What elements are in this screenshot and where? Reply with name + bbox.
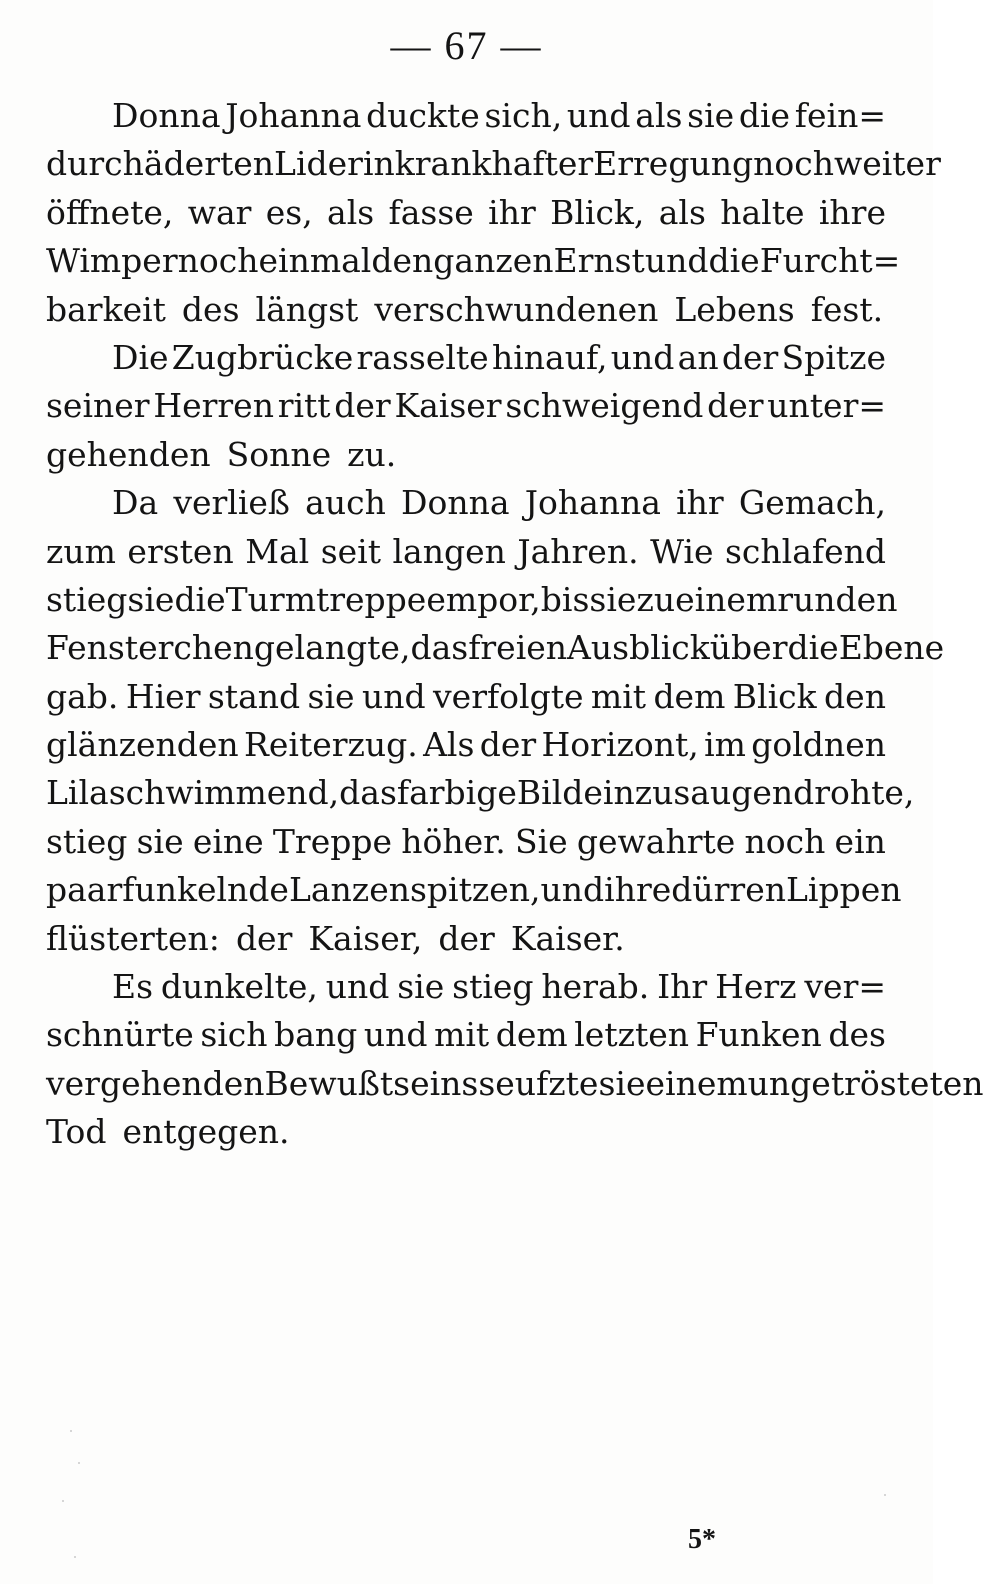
word: die	[738, 96, 791, 135]
word: Die	[112, 337, 169, 377]
word: barkeit	[46, 289, 166, 329]
word: Lebens	[674, 289, 795, 329]
word: Donna	[112, 96, 221, 135]
word: funkelnde	[122, 870, 289, 910]
text-line	[46, 1011, 886, 1059]
word: krankhafter	[394, 144, 594, 184]
word: gelangte,	[253, 628, 411, 668]
word: fasse	[388, 192, 474, 232]
word: als	[327, 192, 375, 232]
word: der	[721, 337, 779, 377]
word: die	[174, 579, 226, 619]
word: vergehenden	[46, 1063, 265, 1103]
word: zu.	[347, 434, 397, 474]
word: seit	[320, 531, 381, 571]
word: Treppe	[272, 821, 393, 861]
word: hinauf,	[491, 337, 608, 377]
word: Gemach,	[738, 483, 886, 523]
word: drohte,	[793, 773, 915, 813]
word: Als	[423, 725, 475, 765]
word: Mal	[245, 531, 310, 571]
word: einem	[675, 579, 778, 619]
word: einzusaugen	[583, 773, 794, 813]
word: und	[363, 1015, 428, 1055]
word: schlafend	[724, 531, 886, 571]
word: öffnete,	[46, 192, 174, 232]
word: es,	[265, 192, 313, 232]
word: ganzen	[433, 241, 554, 281]
word: durchäderten	[46, 144, 275, 184]
word: zum	[46, 531, 116, 571]
word: des	[181, 289, 240, 329]
word: der	[479, 725, 537, 765]
text-line	[46, 915, 886, 963]
word: Herz	[715, 967, 797, 1007]
word: der	[235, 918, 293, 958]
word: runden	[777, 579, 898, 619]
word: sich	[200, 1015, 268, 1055]
word: Kaiser.	[510, 918, 625, 958]
word: Herren	[153, 386, 274, 426]
word: Es	[112, 967, 154, 1007]
text-line	[46, 769, 915, 817]
word: herab.	[541, 967, 650, 1007]
word: goldnen	[751, 725, 886, 765]
word: rasselte	[356, 337, 489, 377]
paper-speck	[884, 1494, 886, 1496]
word: Wie	[650, 531, 714, 571]
word: sie	[127, 579, 175, 619]
word: sie	[136, 821, 184, 861]
word: dürren	[671, 870, 786, 910]
word: flüsterten:	[46, 918, 220, 958]
word: und	[361, 676, 426, 716]
word: duckte	[366, 96, 480, 135]
word: fein=	[794, 96, 886, 135]
paper-speck	[70, 1430, 72, 1432]
word: freien	[468, 628, 568, 668]
word: und	[540, 870, 605, 910]
word: bang	[274, 1015, 358, 1055]
word: Funken	[695, 1015, 822, 1055]
word: der	[707, 386, 764, 426]
word: und	[644, 241, 709, 281]
word: verließ	[173, 483, 290, 523]
text-line	[46, 382, 886, 430]
word: die	[708, 241, 760, 281]
word: Lila	[46, 773, 109, 813]
word: Erregung	[593, 144, 754, 184]
word: Sonne	[226, 434, 332, 474]
word: sie	[589, 579, 637, 619]
word: langen	[392, 531, 506, 571]
text-line	[46, 528, 886, 576]
word: dunkelte,	[160, 967, 318, 1007]
text-line	[46, 334, 886, 382]
word: ihr	[676, 483, 724, 523]
paper-speck	[78, 1462, 80, 1464]
word: Spitze	[781, 337, 886, 377]
word: den	[824, 676, 886, 716]
text-line	[46, 673, 886, 721]
word: als	[658, 192, 706, 232]
word: Johanna	[524, 483, 661, 523]
word: im	[704, 725, 746, 765]
word: stieg	[452, 967, 534, 1007]
word: Ihr	[657, 967, 708, 1007]
word: Kaiser	[394, 386, 502, 426]
word: Tod	[46, 1112, 107, 1152]
word: war	[187, 192, 252, 232]
text-line	[46, 1060, 984, 1108]
text-line	[46, 140, 941, 188]
word: Donna	[401, 483, 510, 523]
word: noch	[177, 241, 259, 281]
word: ver=	[804, 967, 886, 1007]
word: entgegen.	[122, 1112, 290, 1152]
word: mit	[434, 1015, 490, 1055]
word: sie	[598, 1063, 646, 1103]
word: schnürte	[46, 1015, 194, 1055]
word: ungetrösteten	[747, 1063, 984, 1103]
word: Lanzenspitzen,	[288, 870, 541, 910]
word: glänzenden	[46, 725, 239, 765]
text-line	[46, 721, 886, 769]
word: weiter	[833, 144, 941, 184]
word: Johanna	[225, 96, 362, 135]
word: seiner	[46, 386, 150, 426]
word: schweigend	[505, 386, 704, 426]
word: auch	[305, 483, 386, 523]
word: Kaiser,	[308, 918, 423, 958]
word: Turmtreppe	[225, 579, 427, 619]
word: Horizont,	[541, 725, 699, 765]
word: einem	[645, 1063, 748, 1103]
word: längst	[255, 289, 359, 329]
word: Fensterchen	[46, 628, 254, 668]
word: und	[566, 96, 631, 135]
word: und	[610, 337, 675, 377]
word: Da	[112, 483, 159, 523]
text-line	[46, 189, 886, 237]
word: Blick,	[550, 192, 645, 232]
paper-speck	[74, 1556, 76, 1558]
word: verfolgte	[433, 676, 584, 716]
word: sie	[307, 676, 355, 716]
signature-mark: 5*	[688, 1524, 716, 1555]
word: eine	[192, 821, 264, 861]
word: Lippen	[786, 870, 902, 910]
text-line	[46, 1108, 886, 1156]
word: die	[787, 628, 839, 668]
word: den	[371, 241, 434, 281]
word: der	[438, 918, 495, 958]
word: Sie	[514, 821, 568, 861]
word: paar	[46, 870, 123, 910]
word: über	[709, 628, 788, 668]
word: Ernst	[553, 241, 645, 281]
text-line	[46, 479, 886, 527]
word: Jahren.	[517, 531, 639, 571]
word: dem	[653, 676, 726, 716]
word: zu	[636, 579, 676, 619]
word: das	[339, 773, 397, 813]
word: noch	[744, 821, 826, 861]
word: stieg	[46, 821, 128, 861]
word: noch	[753, 144, 834, 184]
word: Hier	[125, 676, 201, 716]
word: einmal	[258, 241, 372, 281]
word: verschwundenen	[374, 289, 659, 329]
text-line	[46, 963, 886, 1011]
paper-speck	[62, 1500, 64, 1502]
word: sich,	[484, 96, 563, 135]
word: empor,	[426, 579, 541, 619]
word: ihr	[488, 192, 536, 232]
text-line	[46, 286, 886, 334]
word: letzten	[574, 1015, 690, 1055]
word: ersten	[127, 531, 234, 571]
body-text	[46, 92, 984, 1157]
word: Zugbrücke	[171, 337, 354, 377]
word: mit	[590, 676, 647, 716]
word: Bewußtseins	[264, 1063, 479, 1103]
word: dem	[495, 1015, 568, 1055]
page-number-header: — 67 —	[390, 23, 543, 68]
text-line	[46, 92, 886, 140]
text-line	[46, 866, 902, 914]
word: sie	[687, 96, 735, 135]
word: stand	[207, 676, 301, 716]
word: seufzte	[478, 1063, 599, 1103]
word: an	[677, 337, 719, 377]
word: fest.	[810, 289, 884, 329]
word: sie	[397, 967, 445, 1007]
word: höher.	[401, 821, 506, 861]
word: halte	[720, 192, 805, 232]
word: ritt	[277, 386, 331, 426]
word: gehenden	[46, 434, 211, 474]
word: Wimper	[46, 241, 178, 281]
word: das	[410, 628, 469, 668]
text-line	[46, 576, 898, 624]
word: unter=	[767, 386, 886, 426]
text-line	[46, 237, 901, 285]
word: gewahrte	[576, 821, 736, 861]
word: Furcht=	[759, 241, 901, 281]
word: Ebene	[838, 628, 945, 668]
word: und	[325, 967, 390, 1007]
word: Reiterzug.	[244, 725, 418, 765]
word: bis	[540, 579, 590, 619]
text-line	[46, 624, 945, 672]
word: Bild	[516, 773, 584, 813]
word: schwimmend,	[108, 773, 340, 813]
word: gab.	[46, 676, 119, 716]
word: als	[635, 96, 683, 135]
word: stieg	[46, 579, 128, 619]
word: des	[828, 1015, 886, 1055]
word: farbige	[396, 773, 517, 813]
word: Blick	[732, 676, 817, 716]
word: ein	[834, 821, 886, 861]
word: ihre	[604, 870, 672, 910]
word: der	[334, 386, 391, 426]
word: ihre	[818, 192, 886, 232]
word: Lider	[274, 144, 363, 184]
text-line	[46, 431, 886, 479]
word: in	[362, 144, 395, 184]
text-line	[46, 818, 886, 866]
word: Ausblick	[567, 628, 710, 668]
